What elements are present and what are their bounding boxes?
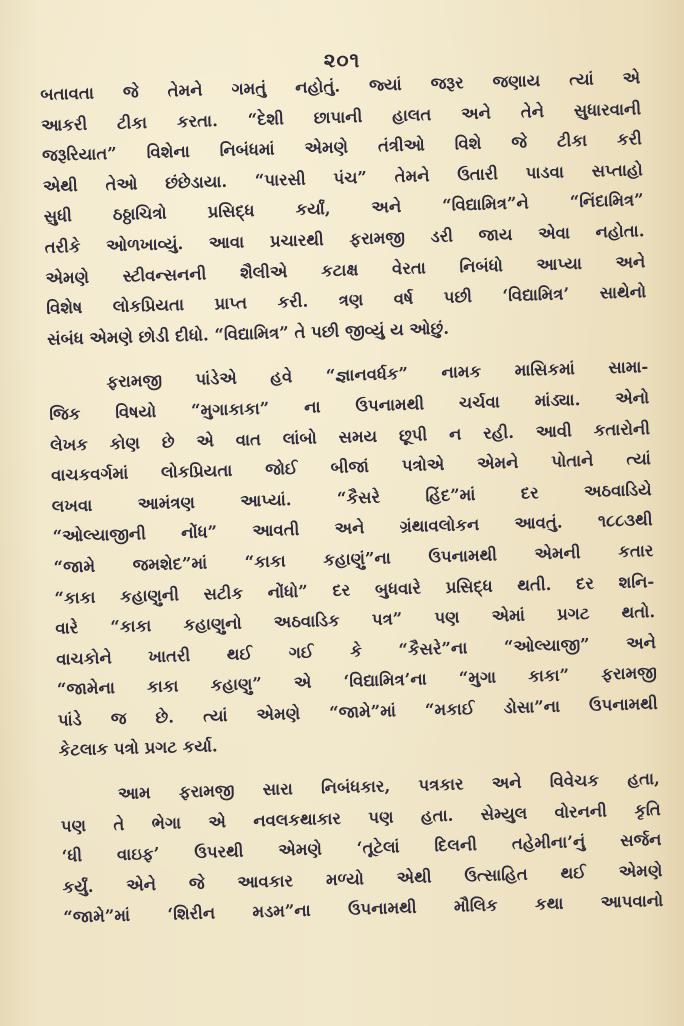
text-line: કર્યું. એને જે આવકાર મળ્યો એથી ઉત્સાહિત થઈ એમણે [62, 860, 663, 897]
text-line: સુધી ઠઠ્ઠાચિત્રો પ્રસિદ્ધ કર્યાં, અને “વિદ્યામિત્ર”ને “નિંદામિત્ર” [43, 190, 644, 227]
text-line: જરૂરિયાત” વિશેના નિબંધમાં એમણે તંત્રીઓ વિશે જે ટીકા કરી [41, 129, 643, 166]
text-line: આમ ફરામજી સારા નિબંધકાર, પત્રકાર અને વિવેચક હતા, [117, 769, 661, 804]
text-line: આકરી ટીકા કરતા. “દેશી છાપાની હાલત અને તેને સુધારવાની [40, 98, 642, 135]
text-line: “જામેના કાકા કહાણુ” એ ‘વિદ્યામિત્ર’ના “મુગા કાકા” ફરામજી [56, 663, 658, 700]
text-line: એમણે સ્ટીવન્સનની શૈલીએ કટાક્ષ વેરતા નિબંધો આપ્યા અને [45, 251, 646, 288]
text-line: એથી તેઓ છંછેડાયા. “પારસી પંચ” તેમને ઉતારી પાડવા સપ્તાહો [42, 159, 643, 196]
text-line: જિક વિષયો “મુગાકાકા” ના ઉપનામથી ચર્ચવા માંડ્યા. એનો [49, 388, 650, 424]
text-line: સંબંધ એમણે છોડી દીધો. “વિદ્યામિત્ર” તે પછી જીવ્યું ય ઓછું. [46, 318, 450, 349]
text-line: “ઓલ્યાજીની નોંધ” આવતી અને ગ્રંથાવલોકન આવતું. ૧૮૮૩થી [52, 510, 653, 547]
text-line: પણ તે ભેગા એ નવલકથાકાર પણ હતા. સેમ્યુલ વોરનની કૃતિ [60, 799, 661, 836]
text-line: બતાવતા જે તેમને ગમતું નહોતું. જ્યાં જરૂર જણાય ત્યાં એ [40, 68, 641, 104]
page-number: ૨૦૧ [323, 48, 361, 72]
text-line: ફરામજી પાંડેએ હવે “જ્ઞાનવર્ધક” નામક માસિકમાં સામા- [106, 357, 649, 392]
text-line: વાચકવર્ગમાં લોકપ્રિયતા જોઈ બીજાં પત્રોએ એમને પોતાને ત્યાં [50, 449, 652, 485]
text-line: કેટલાક પત્રો પ્રગટ કર્યા. [58, 736, 218, 761]
text-line: “કાકા કહાણુની સટીક નોંધો” દર બુધવારે પ્રસિદ્ધ થતી. દર શનિ- [54, 571, 655, 608]
text-line: લેખક કોણ છે એ વાત લાંબો સમય છૂપી ન રહી. આવી કતારોની [49, 418, 651, 455]
text-line: “જામે જમશેદ”માં “કાકા કહાણું”ના ઉપનામથી એમની કતાર [53, 540, 654, 577]
text-line: વાચકોને ખાતરી થઈ ગઈ કે “કૈસરે”ના “ઓલ્યાજી” અને [55, 632, 657, 669]
text-line: “જામે”માં ‘શિરીન મડમ”ના ઉપનામથી મૌલિક કથા આપવાનો [63, 891, 664, 928]
body-text [40, 63, 664, 933]
text-line: પાંડે જ છે. ત્યાં એમણે “જામે”માં “મકાઈ ડોસા”ના ઉપનામથી [57, 693, 658, 730]
text-line: ‘ધી વાઇફ’ ઉપરથી એમણે ‘તૂટેલાં દિલની તહેમીના’નું સર્જન [61, 830, 662, 866]
text-line: તરીકે ઓળખાવ્યું. આવા પ્રચારથી ફરામજી ડરી જાય એવા નહોતા. [44, 221, 645, 257]
text-line: લખવા આમંત્રણ આપ્યાં. “કૈસરે હિંદ”માં દર અઠવાડિયે [51, 479, 652, 516]
text-line: વિશેષ લોકપ્રિયતા પ્રાપ્ત કરી. ત્રણ વર્ષ પછી ‘વિદ્યામિત્ર’ સાથેનો [46, 282, 647, 319]
text-line: વારે “કાકા કહાણુનો અઠવાડિક પત્ર” પણ એમાં પ્રગટ થતો. [55, 602, 656, 638]
